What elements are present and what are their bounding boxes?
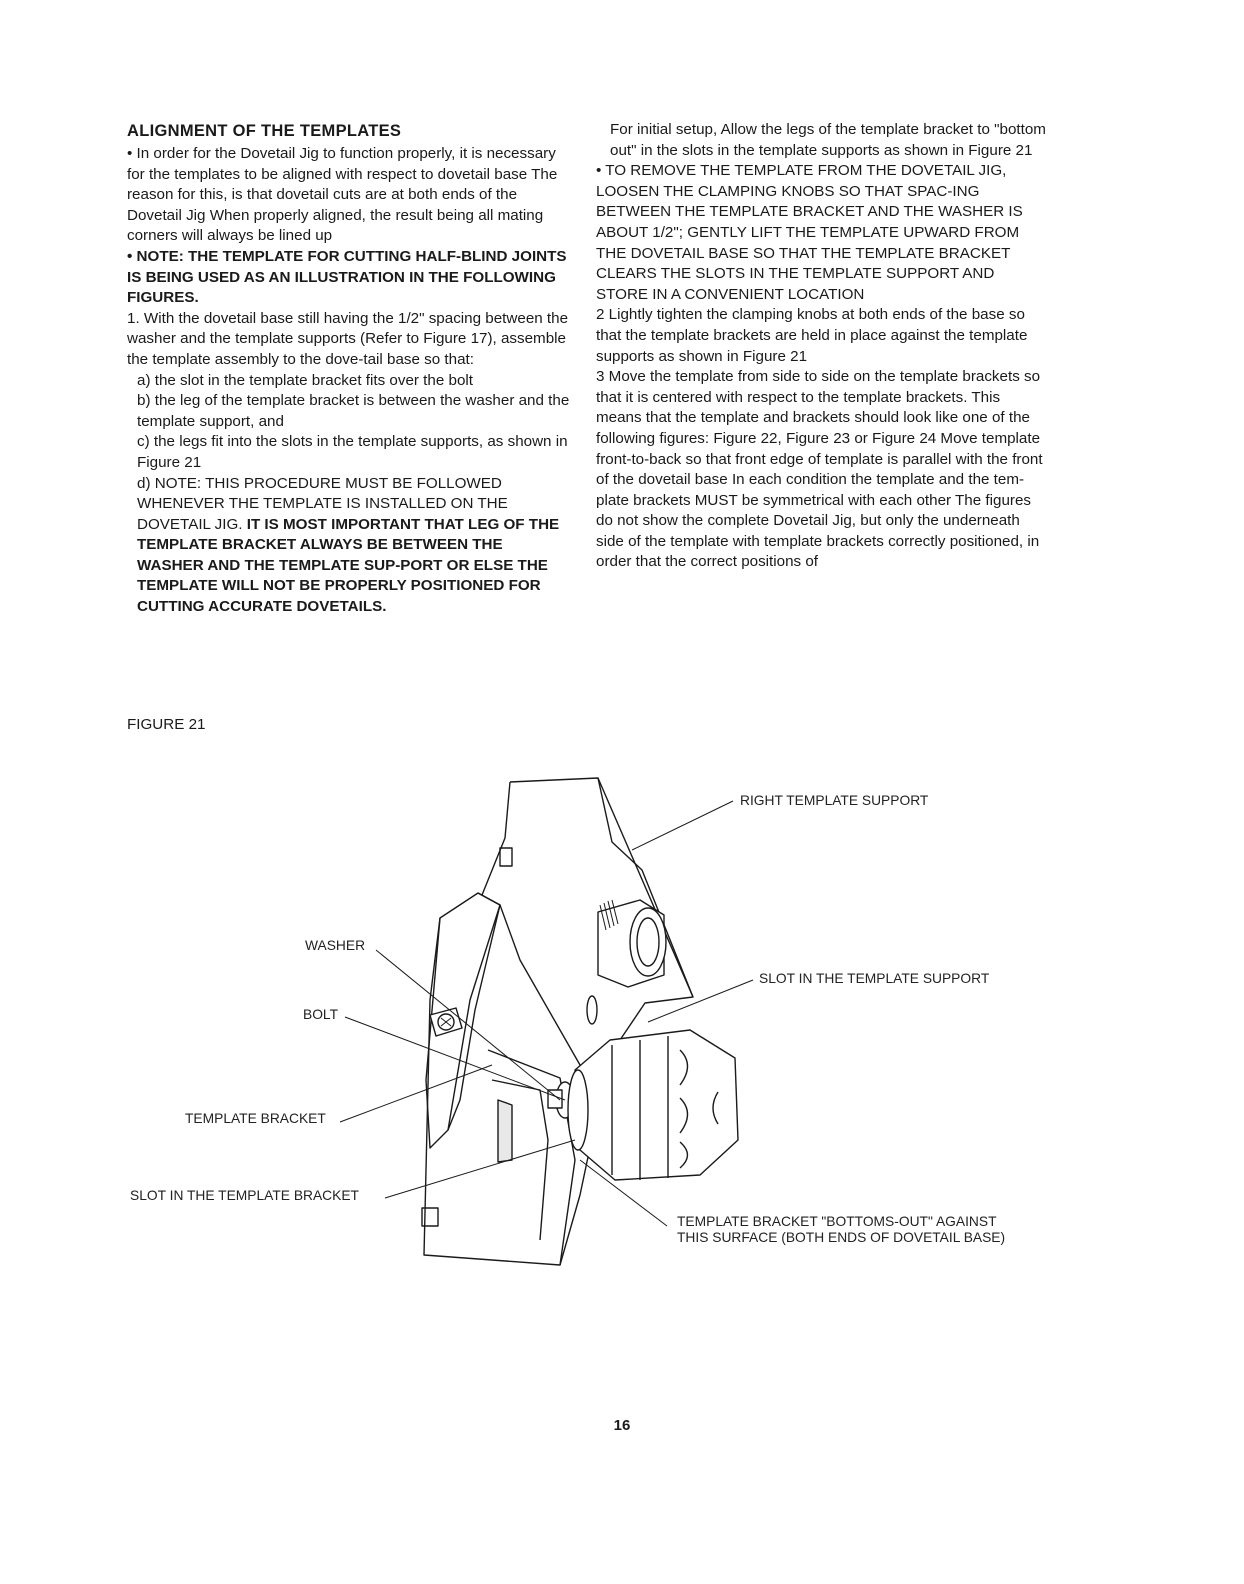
support-tab [500,848,512,866]
item-d-warning: IT IS MOST IMPORTANT THAT LEG OF THE TEMPLATE BRACKET ALWAYS BE BETWEEN THE WASHER AND THE TEMPLATE SUP-PORT OR ELSE THE TEMPLATE WILL NOT BE PROPERLY POSITIONED FOR CUTTING ACCURATE DOVETAILS. [137,515,560,616]
step-2: 2 Lightly tighten the clamping knobs at both ends of the base so that the template brackets are held in place against the template supports as shown in Figure 21 [596,306,1028,365]
label-slot-in-template-support: SLOT IN THE TEMPLATE SUPPORT [759,971,990,986]
figure-title: FIGURE 21 [127,716,206,733]
label-washer: WASHER [305,938,366,953]
label-template-bracket: TEMPLATE BRACKET [185,1111,326,1126]
label-bottoms-out-line-1: TEMPLATE BRACKET "BOTTOMS-OUT" AGAINST [677,1214,997,1229]
step-3: 3 Move the template from side to side on the template brackets so that it is centered with respect to the template brackets. This means that the template and brackets should look like one of the following figures: Figure 22, Figure 23 or Figure 24 Move template front-to-back so that front edge of template is parallel with the front of the dovetail base In each condition the template and the tem-plate brackets MUST be symmetrical with each other The figures do not show the complete Dovetail Jig, but only the underneath side of the template with template brackets correctly positioned, in order that the correct positions of [596,368,1043,571]
step-1-item-c: c) the legs fit into the slots in the template supports, as shown in Figure 21 [137,433,568,471]
upper-knob-icon [598,900,666,987]
note-paragraph: • NOTE: THE TEMPLATE FOR CUTTING HALF-BLIND JOINTS IS BEING USED AS AN ILLUSTRATION IN THE FOLLOWING FIGURES. [127,247,567,307]
page-number: 16 [613,1417,631,1434]
label-bottoms-out-line-2: THIS SURFACE (BOTH ENDS OF DOVETAIL BASE) [677,1230,1006,1245]
label-bolt: BOLT [303,1007,339,1022]
step-1-item-b: b) the leg of the template bracket is between the washer and the template support, and [137,392,570,430]
label-right-template-support: RIGHT TEMPLATE SUPPORT [740,793,929,808]
step-1-item-a: a) the slot in the template bracket fits over the bolt [137,371,473,389]
initial-setup-paragraph: For initial setup, Allow the legs of the template bracket to "bottom out" in the slots in the template supports as shown in Figure 21 [610,121,1046,159]
intro-paragraph: • In order for the Dovetail Jig to function properly, it is necessary for the templates to be aligned with respect to dovetail base The reason for this, is that dovetail cuts are at both ends of the Dovetail Jig When properly aligned, the result being all mating corners will always be lined up [127,145,558,245]
step-1: 1. With the dovetail base still having the 1/2" spacing between the washer and the template supports (Refer to Figure 17), assemble the template assembly to the dove-tail base so that: [127,309,569,368]
remove-template-paragraph: • TO REMOVE THE TEMPLATE FROM THE DOVETAIL JIG, LOOSEN THE CLAMPING KNOBS SO THAT SPAC-ING BETWEEN THE TEMPLATE BRACKET AND THE WASHER IS ABOUT 1/2"; GENTLY LIFT THE TEMPLATE UPWARD FROM THE DOVETAIL BASE SO THAT THE TEMPLATE BRACKET CLEARS THE SLOTS IN THE TEMPLATE SUPPORT AND STORE IN A CONVENIENT LOCATION [596,162,1023,303]
section-title: ALIGNMENT OF THE TEMPLATES [127,122,402,140]
right-template-support [510,778,693,1040]
clamping-knob-icon [568,1030,738,1180]
label-slot-in-template-bracket: SLOT IN THE TEMPLATE BRACKET [130,1188,359,1203]
support-slot [587,996,597,1024]
item-d-note: d) NOTE: THIS PROCEDURE MUST BE FOLLOWED WHENEVER THE TEMPLATE IS INSTALLED ON THE DOVETAIL JIG. [137,474,508,533]
